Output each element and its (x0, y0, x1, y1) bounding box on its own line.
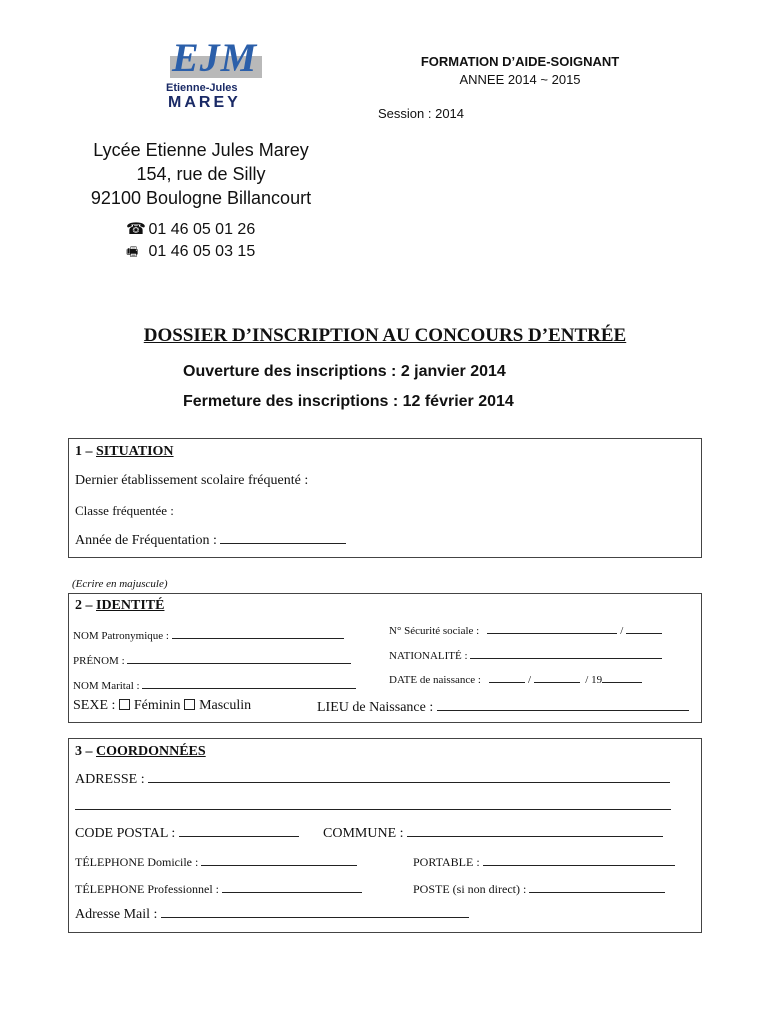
class-label: Classe fréquentée : (75, 503, 174, 518)
identity-section (68, 593, 702, 723)
formation-title: FORMATION D’AIDE-SOIGNANT (420, 54, 620, 69)
email-field[interactable] (75, 905, 469, 923)
birth-date-label: DATE de naissance : (389, 674, 481, 686)
address-line-2[interactable] (75, 797, 671, 815)
male-label: Masculin (199, 698, 252, 713)
session-label: Session : 2014 (378, 106, 465, 121)
female-label: Féminin (133, 698, 181, 713)
home-phone-field[interactable] (75, 853, 357, 870)
school-logo (160, 35, 270, 111)
address-label: ADRESSE : (75, 772, 145, 787)
page-title: DOSSIER D’INSCRIPTION AU CONCOURS D’ENTRÉE (143, 325, 627, 346)
phone-line (126, 219, 255, 241)
male-checkbox[interactable] (184, 699, 195, 710)
school-city: 92100 Boulogne Billancourt (90, 188, 312, 208)
fax-number: 01 46 05 03 15 (148, 243, 256, 260)
city-label: COMMUNE : (323, 826, 404, 841)
last-school-label: Dernier établissement scolaire fréquenté : (75, 473, 309, 488)
address-field[interactable] (75, 770, 670, 788)
firstname-field[interactable] (73, 651, 351, 667)
last-school-field[interactable] (75, 473, 308, 489)
extension-label: POSTE (si non direct) : (413, 882, 527, 896)
school-street: 154, rue de Silly (136, 164, 266, 184)
firstname-label: PRÉNOM : (73, 655, 125, 667)
attendance-year-field[interactable] (75, 531, 346, 549)
city-field[interactable] (323, 824, 663, 842)
birth-century: 19 (591, 674, 603, 686)
social-security-field[interactable]: N° Sécurité sociale : / (389, 621, 662, 637)
logo-subtitle: Etienne-Jules (166, 82, 238, 94)
married-name-field[interactable] (73, 676, 356, 692)
closing-date: Fermeture des inscriptions : 12 février 2014 (183, 393, 514, 410)
social-security-label: N° Sécurité sociale : (389, 625, 480, 637)
surname-field[interactable] (73, 626, 344, 642)
logo-name: MAREY (168, 94, 241, 111)
opening-date: Ouverture des inscriptions : 2 janvier 2014 (183, 363, 506, 380)
class-field[interactable] (75, 503, 174, 519)
phone-number: 01 46 05 01 26 (148, 221, 256, 238)
married-name-label: NOM Marital : (73, 680, 140, 692)
nationality-field[interactable] (389, 646, 662, 662)
situation-section (68, 438, 702, 558)
birthplace-label: LIEU de Naissance : (317, 700, 434, 715)
mobile-phone-label: PORTABLE : (413, 855, 480, 869)
contact-section (68, 738, 702, 933)
birthplace-field[interactable] (317, 698, 689, 716)
situation-title: 1 – SITUATION (75, 444, 174, 459)
school-address (78, 138, 324, 210)
birth-date-field[interactable]: DATE de naissance : / / 19 (389, 670, 642, 686)
surname-label: NOM Patronymique : (73, 630, 169, 642)
female-checkbox[interactable] (119, 699, 130, 710)
fax-line (126, 241, 255, 263)
sex-field (73, 698, 251, 714)
work-phone-field[interactable] (75, 880, 362, 897)
work-phone-label: TÉLEPHONE Professionnel : (75, 882, 219, 896)
mobile-phone-field[interactable] (413, 853, 675, 870)
school-year: ANNEE 2014 ~ 2015 (459, 72, 581, 87)
school-contact (126, 219, 255, 263)
identity-title: 2 – IDENTITÉ (75, 598, 165, 613)
fax-icon: 🖷 (126, 244, 139, 259)
attendance-year-label: Année de Fréquentation : (75, 533, 217, 548)
extension-field[interactable] (413, 880, 665, 897)
contact-title: 3 – COORDONNÉES (75, 744, 206, 759)
uppercase-note: (Ecrire en majuscule) (72, 578, 168, 590)
sex-label: SEXE : (73, 698, 116, 713)
home-phone-label: TÉLEPHONE Domicile : (75, 855, 199, 869)
logo-mark: EJM (172, 35, 258, 80)
postal-code-label: CODE POSTAL : (75, 826, 176, 841)
telephone-icon: ☎ (126, 221, 146, 238)
school-name: Lycée Etienne Jules Marey (93, 140, 309, 160)
postal-code-field[interactable] (75, 824, 299, 842)
email-label: Adresse Mail : (75, 907, 158, 922)
nationality-label: NATIONALITÉ : (389, 650, 468, 662)
